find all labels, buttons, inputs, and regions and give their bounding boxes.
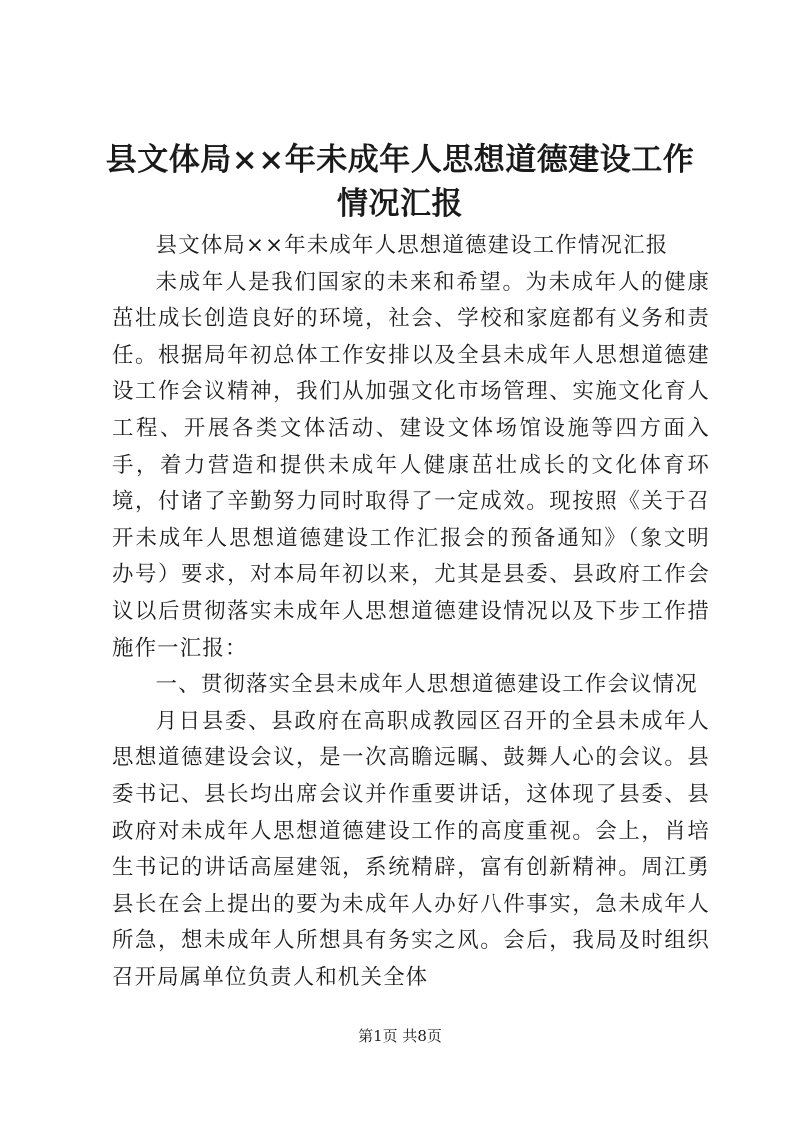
- page-number: 第1页 共8页: [358, 1027, 442, 1045]
- document-title: 县文体局××年未成年人思想道德建设工作情况汇报: [105, 142, 695, 222]
- paragraph-introduction: 未成年人是我们国家的未来和希望。为未成年人的健康茁壮成长创造良好的环境，社会、学校和家庭都有义务和责任。根据局年初总体工作安排以及全县未成年人思想道德建设工作会议精神，我们从加强文化市场管理、实施文化育人工程、开展各类文体活动、建设文体场馆设施等四方面入手，着力营造和提供未成年人健康茁壮成长的文化体育环境，付诸了辛勤努力同时取得了一定成效。现按照《关于召开未成年人思想道德建设工作汇报会的预备通知》（象文明办号）要求，对本局年初以来，尤其是县委、县政府工作会议以后贯彻落实未成年人思想道德建设情况以及下步工作措施作一汇报：: [112, 269, 710, 661]
- paragraph-subtitle: 县文体局××年未成年人思想道德建设工作情况汇报: [155, 233, 669, 258]
- section-heading: 一、贯彻落实全县未成年人思想道德建设工作会议情况: [155, 672, 698, 698]
- document-body: [112, 228, 710, 996]
- paragraph-meeting-summary: 月日县委、县政府在高职成教园区召开的全县未成年人思想道德建设会议，是一次高瞻远瞩、鼓舞人心的会议。县委书记、县长均出席会议并作重要讲话，这体现了县委、县政府对未成年人思想道德建设工作的高度重视。会上，肖培生书记的讲话高屋建瓴，系统精辟，富有创新精神。周江勇县长在会上提出的要为未成年人办好八件事实，急未成年人所急，想未成年人所想具有务实之风。会后，我局及时组织召开局属单位负责人和机关全体: [112, 708, 710, 990]
